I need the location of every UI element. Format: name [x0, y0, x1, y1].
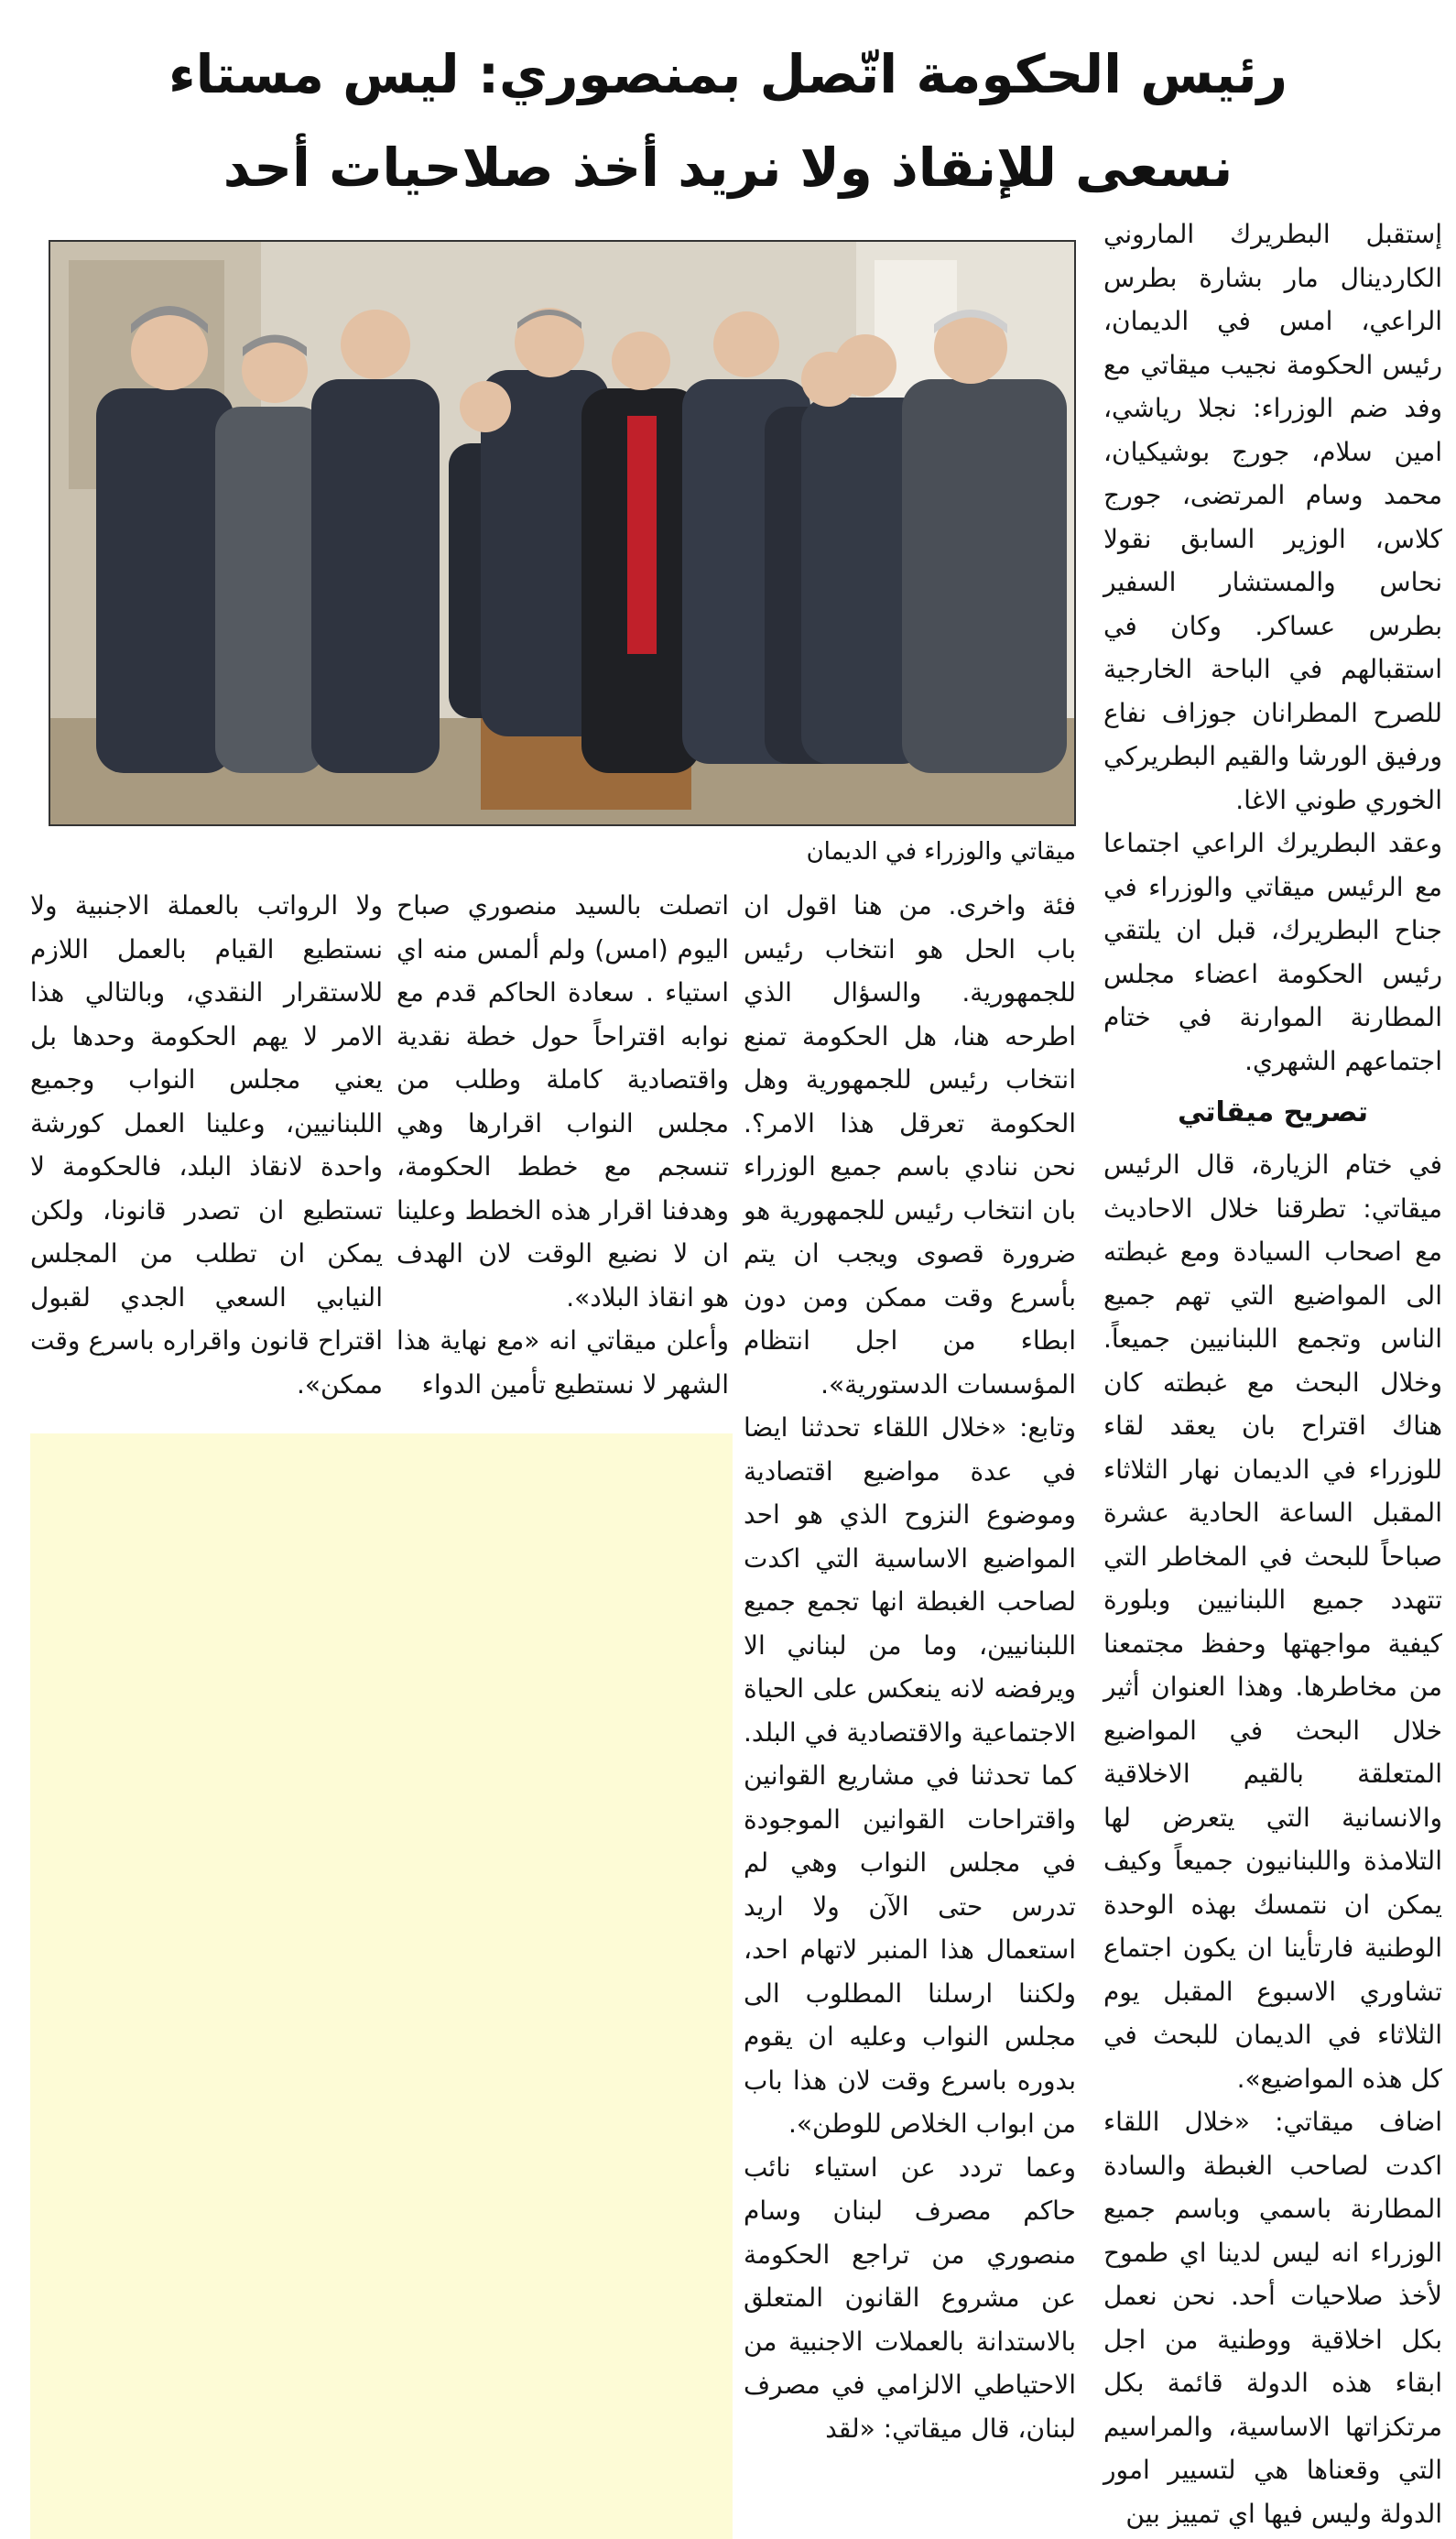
paragraph: فئة واخرى. من هنا اقول ان باب الحل هو انتخاب رئيس للجمهورية. والسؤال الذي اطرحه هنا، هل الحكومة تمنع انتخاب رئيس للجمهورية وهل الحكومة تعرقل هذا الامر؟. نحن ننادي باسم جميع الوزراء بان انتخاب رئيس للجمهورية هو ضرورة قصوى ويجب ان يتم بأسرع وقت ممكن ومن دون ابطاء من اجل انتظام المؤسسات الدستورية». [744, 890, 1076, 1400]
paragraph: إستقبل البطريرك الماروني الكاردينال مار بشارة بطرس الراعي، امس في الديمان، رئيس الحكومة نجيب ميقاتي مع وفد ضم الوزراء: نجلا رياشي، امين سلام، جورج بوشيكيان، محمد وسام المرتضى، جورج كلاس، الوزير السابق نقولا نحاس والمستشار السفير بطرس عساكر. وكان في استقبالهم في الباحة الخارجية للصرح المطرانان جوزاف نفاع ورفيق الورشا والقيم البطريركي الخوري طوني الاغا. [1103, 219, 1442, 815]
paragraph: وعقد البطريرك الراعي اجتماعا مع الرئيس ميقاتي والوزراء في جناح البطريرك، قبل ان يلتقي رئيس الحكومة اعضاء مجلس المطارنة الموارنة في ختام اجتماعهم الشهري. [1103, 828, 1442, 1076]
headline-line-1: رئيس الحكومة اتّصل بمنصوري: ليس مستاء [168, 43, 1288, 105]
paragraph: اتصلت بالسيد منصوري صباح اليوم (امس) ولم ألمس منه اي استياء . سعادة الحاكم قدم مع نوابه اقتراحاً حول خطة نقدية واقتصادية كاملة وطلب من مجلس النواب اقرارها وهي تنسجم مع خطط الحكومة، وهدفنا اقرار هذه الخطط وعلينا ان لا نضيع الوقت لان الهدف هو انقاذ البلاد». [397, 890, 729, 1313]
headline-line-2: نسعى للإنقاذ ولا نريد أخذ صلاحيات أحد [223, 136, 1233, 199]
article-column-4 [30, 884, 383, 1406]
article-column-3 [397, 884, 729, 1406]
paragraph: في ختام الزيارة، قال الرئيس ميقاتي: تطرقنا خلال الاحاديث مع اصحاب السيادة ومع غبطته الى المواضيع التي تهم جميع الناس وتجمع اللبنانيين جميعاً. وخلال البحث مع غبطته كان هناك اقتراح بان يعقد لقاء للوزراء في الديمان نهار الثلاثاء المقبل الساعة الحادية عشرة صباحاً للبحث في المخاطر التي تتهدد جميع اللبنانيين وبلورة كيفية مواجهتها وحفظ مجتمعنا من مخاطرها. وهذا العنوان أثير خلال البحث في المواضيع المتعلقة بالقيم الاخلاقية والانسانية التي يتعرض لها التلامذة واللبنانيون جميعاً وكيف يمكن ان نتمسك بهذه الوحدة الوطنية فارتأينا ان يكون اجتماع تشاوري الاسبوع المقبل يوم الثلاثاء في الديمان للبحث في كل هذه المواضيع». [1103, 1150, 1442, 2094]
paragraph: وأعلن ميقاتي انه «مع نهاية هذا الشهر لا نستطيع تأمين الدواء [397, 1325, 729, 1400]
news-photo [49, 240, 1076, 826]
article-headline [37, 27, 1419, 214]
photo-caption: ميقاتي والوزراء في الديمان [806, 838, 1076, 866]
paragraph: وعما تردد عن استياء نائب حاكم مصرف لبنان وسام منصوري من تراجع الحكومة عن مشروع القانون المتعلق بالاستدانة بالعملات الاجنبية من الاحتياطي الالزامي في مصرف لبنان، قال ميقاتي: «لقد [744, 2152, 1076, 2444]
empty-advert-area [30, 1433, 733, 2539]
paragraph: اضاف ميقاتي: «خلال اللقاء اكدت لصاحب الغبطة والسادة المطارنة باسمي وباسم جميع الوزراء انه ليس لدينا اي طموح لأخذ صلاحيات أحد. نحن نعمل بكل اخلاقية ووطنية من اجل ابقاء هذه الدولة قائمة بكل مرتكزاتها الاساسية، والمراسيم التي وقعناها هي لتسيير امور الدولة وليس فيها اي تمييز بين [1103, 2107, 1442, 2529]
article-column-2 [744, 884, 1076, 2450]
paragraph: وتابع: «خلال اللقاء تحدثنا ايضا في عدة مواضيع اقتصادية وموضوع النزوح الذي هو احد المواضيع الاساسية التي اكدت لصاحب الغبطة انها تجمع جميع اللبنانيين، وما من لبناني الا ويرفضه لانه ينعكس على الحياة الاجتماعية والاقتصادية في البلد. كما تحدثنا في مشاريع القوانين واقتراحات القوانين الموجودة في مجلس النواب وهي لم تدرس حتى الآن ولا اريد استعمال هذا المنبر لاتهام احد، ولكننا ارسلنا المطلوب الى مجلس النواب وعليه ان يقوم بدوره باسرع وقت لان هذا باب من ابواب الخلاص للوطن». [744, 1412, 1076, 2139]
paragraph: ولا الرواتب بالعملة الاجنبية ولا نستطيع القيام بالعمل اللازم للاستقرار النقدي، وبالتالي هذا الامر لا يهم الحكومة وحدها بل يعني مجلس النواب وجميع اللبنانيين، وعلينا العمل كورشة واحدة لانقاذ البلد، فالحكومة لا تستطيع ان تصدر قانونا، ولكن يمكن ان تطلب من المجلس النيابي السعي الجدي لقبول اقتراح قانون واقراره باسرع وقت ممكن». [30, 890, 383, 1400]
article-column-1 [1103, 212, 1442, 2535]
section-subheading: تصريح ميقاتي [1177, 1096, 1369, 1128]
